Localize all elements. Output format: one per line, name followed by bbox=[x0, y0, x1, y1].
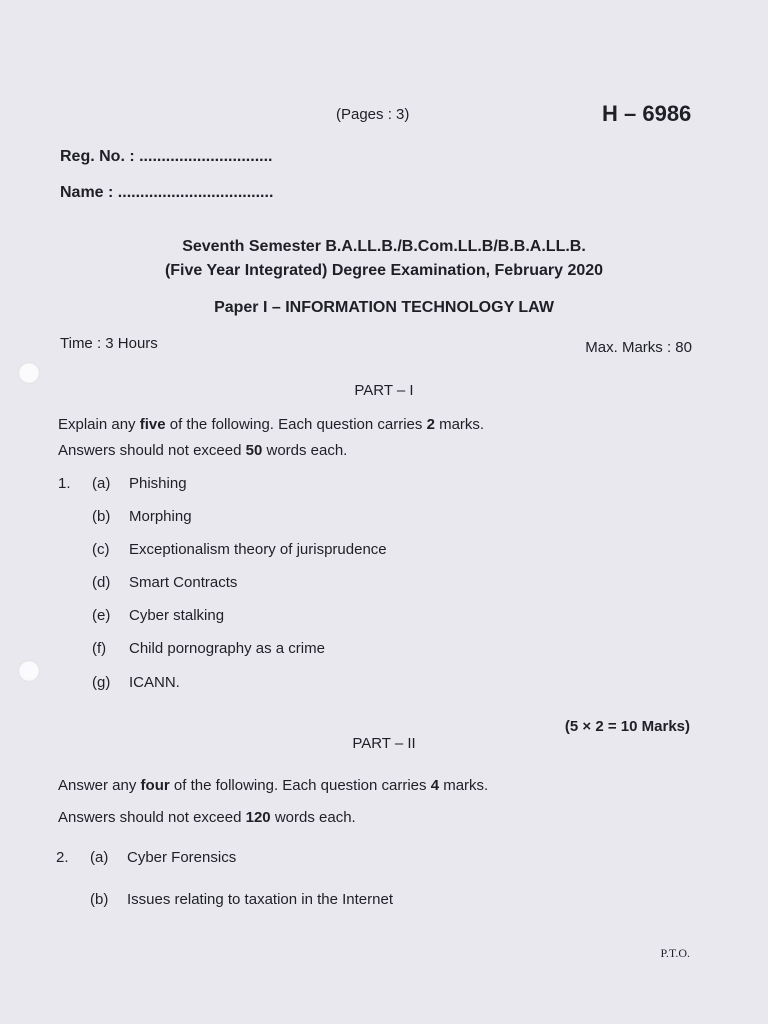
part1-marks: (5 × 2 = 10 Marks) bbox=[564, 718, 690, 735]
part1-instruction-2: Answers should not exceed 50 words each. bbox=[58, 442, 348, 459]
part2-instruction-2: Answers should not exceed 120 words each. bbox=[58, 809, 356, 826]
item-letter: (d) bbox=[92, 574, 111, 591]
question-number: 2. bbox=[56, 849, 69, 866]
name-field: Name : ................................... bbox=[60, 184, 274, 201]
punch-hole bbox=[18, 362, 40, 384]
item-letter: (a) bbox=[90, 849, 109, 866]
question-item: Morphing bbox=[129, 508, 192, 525]
exam-title-line2: (Five Year Integrated) Degree Examination, February 2020 bbox=[164, 262, 604, 279]
question-item: ICANN. bbox=[129, 674, 180, 691]
question-item: Exceptionalism theory of jurisprudence bbox=[129, 541, 387, 558]
paper-title: Paper I – INFORMATION TECHNOLOGY LAW bbox=[214, 299, 554, 316]
part2-heading: PART – II bbox=[352, 735, 416, 752]
paper-code: H – 6986 bbox=[602, 101, 692, 126]
reg-no-field: Reg. No. : .............................. bbox=[60, 148, 273, 165]
part2-instruction-1: Answer any four of the following. Each question carries 4 marks. bbox=[58, 777, 489, 794]
page-count: (Pages : 3) bbox=[336, 106, 410, 123]
exam-title-line1: Seventh Semester B.A.LL.B./B.Com.LL.B/B.B.A.LL.B. bbox=[182, 238, 586, 255]
item-letter: (c) bbox=[92, 541, 110, 558]
item-letter: (b) bbox=[92, 508, 111, 525]
punch-hole bbox=[18, 660, 40, 682]
part1-heading: PART – I bbox=[354, 382, 414, 399]
question-item: Child pornography as a crime bbox=[129, 640, 325, 657]
time-allowed: Time : 3 Hours bbox=[60, 335, 158, 352]
question-item: Smart Contracts bbox=[129, 574, 238, 591]
question-item: Cyber Forensics bbox=[127, 849, 237, 866]
item-letter: (b) bbox=[90, 891, 109, 908]
item-letter: (e) bbox=[92, 607, 111, 624]
max-marks: Max. Marks : 80 bbox=[585, 339, 692, 356]
item-letter: (f) bbox=[92, 640, 107, 657]
item-letter: (g) bbox=[92, 674, 111, 691]
question-item: Issues relating to taxation in the Internet bbox=[127, 891, 393, 908]
question-item: Phishing bbox=[129, 475, 187, 492]
item-letter: (a) bbox=[92, 475, 111, 492]
part1-instruction-1: Explain any five of the following. Each question carries 2 marks. bbox=[58, 416, 485, 433]
question-item: Cyber stalking bbox=[129, 607, 225, 624]
question-number: 1. bbox=[58, 475, 71, 492]
pto-note: P.T.O. bbox=[660, 946, 690, 960]
